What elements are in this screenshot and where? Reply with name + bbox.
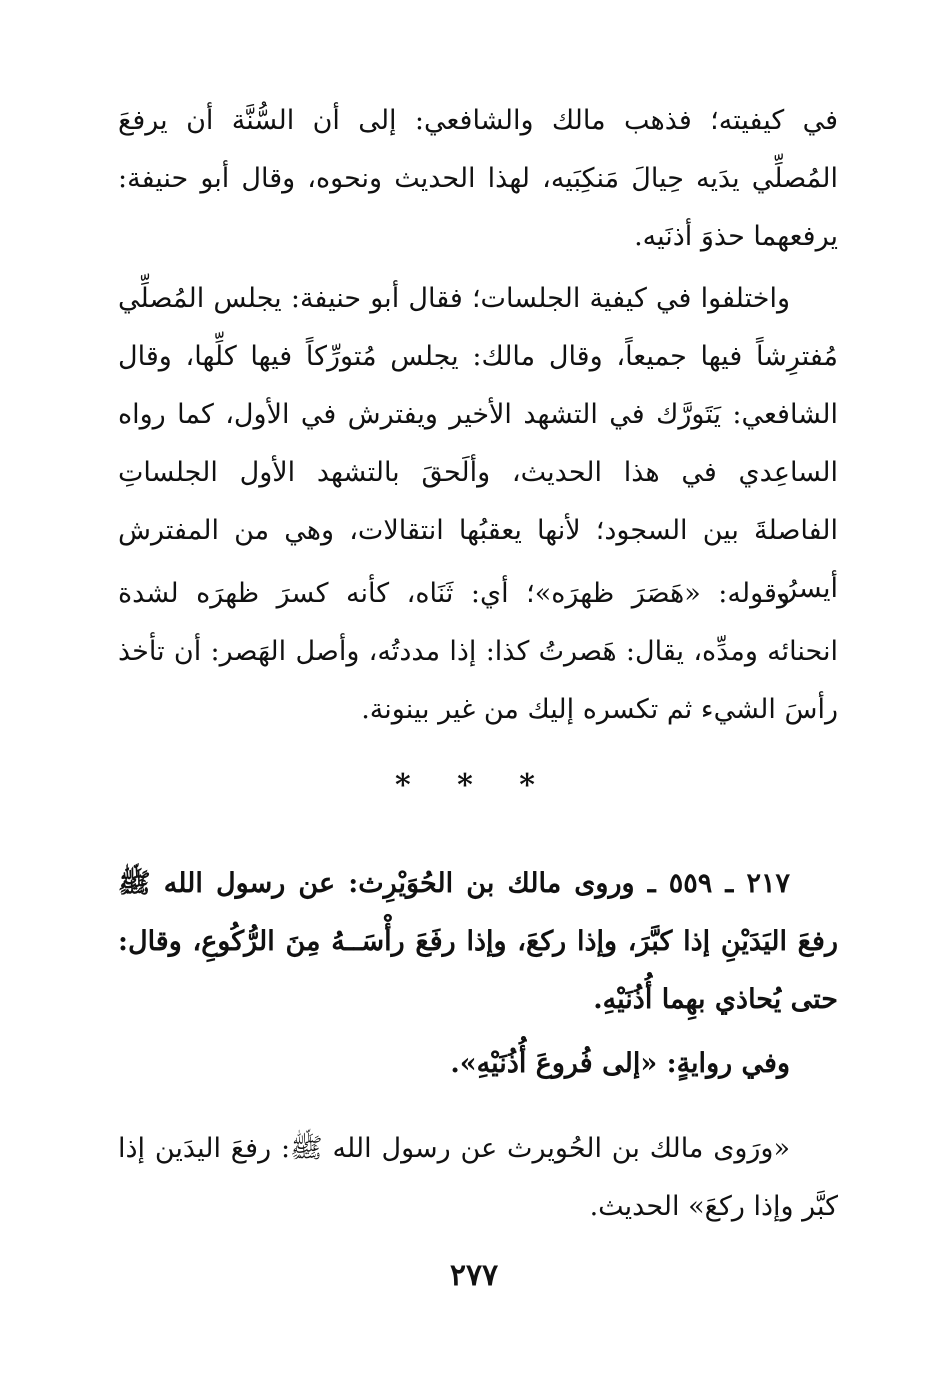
hadith-text: ٢١٧ ـ ٥٥٩ ـ وروى مالك بن الحُوَيْرِث: عن رسول الله ﷺ رفعَ اليَدَيْنِ إذا كبَّرَ، وإذا ركعَ، وإذا رفَعَ رأْسَــهُ مِنَ الرُّكُوعِ، وقال: حتى يُحاذي بهِما أُذُنَيْهِ. — [118, 868, 838, 1015]
footnote-paragraph: «ورَوى مالك بن الحُويرث عن رسول الله ﷺ: رفعَ اليدَين إذا كبَّر وإذا ركعَ» الحديث. — [118, 1133, 838, 1222]
alternate-narration: وفي روايةٍ: «إلى فُروعَ أُذُنَيْهِ». — [450, 1048, 790, 1079]
commentary-paragraph-3: وقوله: «هَصَرَ ظهرَه»؛ أي: ثَنَاه، كأنه كسرَ ظهرَه لشدة انحنائه ومدِّه، يقال: هَصرتُ كذا: إذا مددتُه، وأصل الهَصر: أن تأخذ رأسَ الشيء ثم تكسره إليك من غير بينونة. — [118, 578, 838, 725]
commentary-paragraph-2: واختلفوا في كيفية الجلسات؛ فقال أبو حنيفة: يجلس المُصلِّي مُفترِشاً فيها جميعاً، وقال مالك: يجلس مُتورِّكاً فيها كلِّها، وقال الشافعي: يَتَورَّك في التشهد الأخير ويفترش في الأول، كما رواه الساعِدي في هذا الحديث، وألَحقَ بالتشهد الأول الجلساتِ الفاصلةَ بين السجود؛ لأنها يعقبُها انتقالات، وهي من المفترش أيسرُ. — [118, 283, 838, 604]
commentary-paragraph-1: في كيفيته؛ فذهب مالك والشافعي: إلى أن السُّنَّة أن يرفعَ المُصلِّي يدَيه حِيالَ مَنكِبَيه، لهذا الحديث ونحوه، وقال أبو حنيفة: يرفعهما حذوَ أذنَيه. — [118, 105, 838, 252]
section-divider: * * * — [395, 768, 553, 803]
page-number: ٢٧٧ — [449, 1258, 499, 1293]
